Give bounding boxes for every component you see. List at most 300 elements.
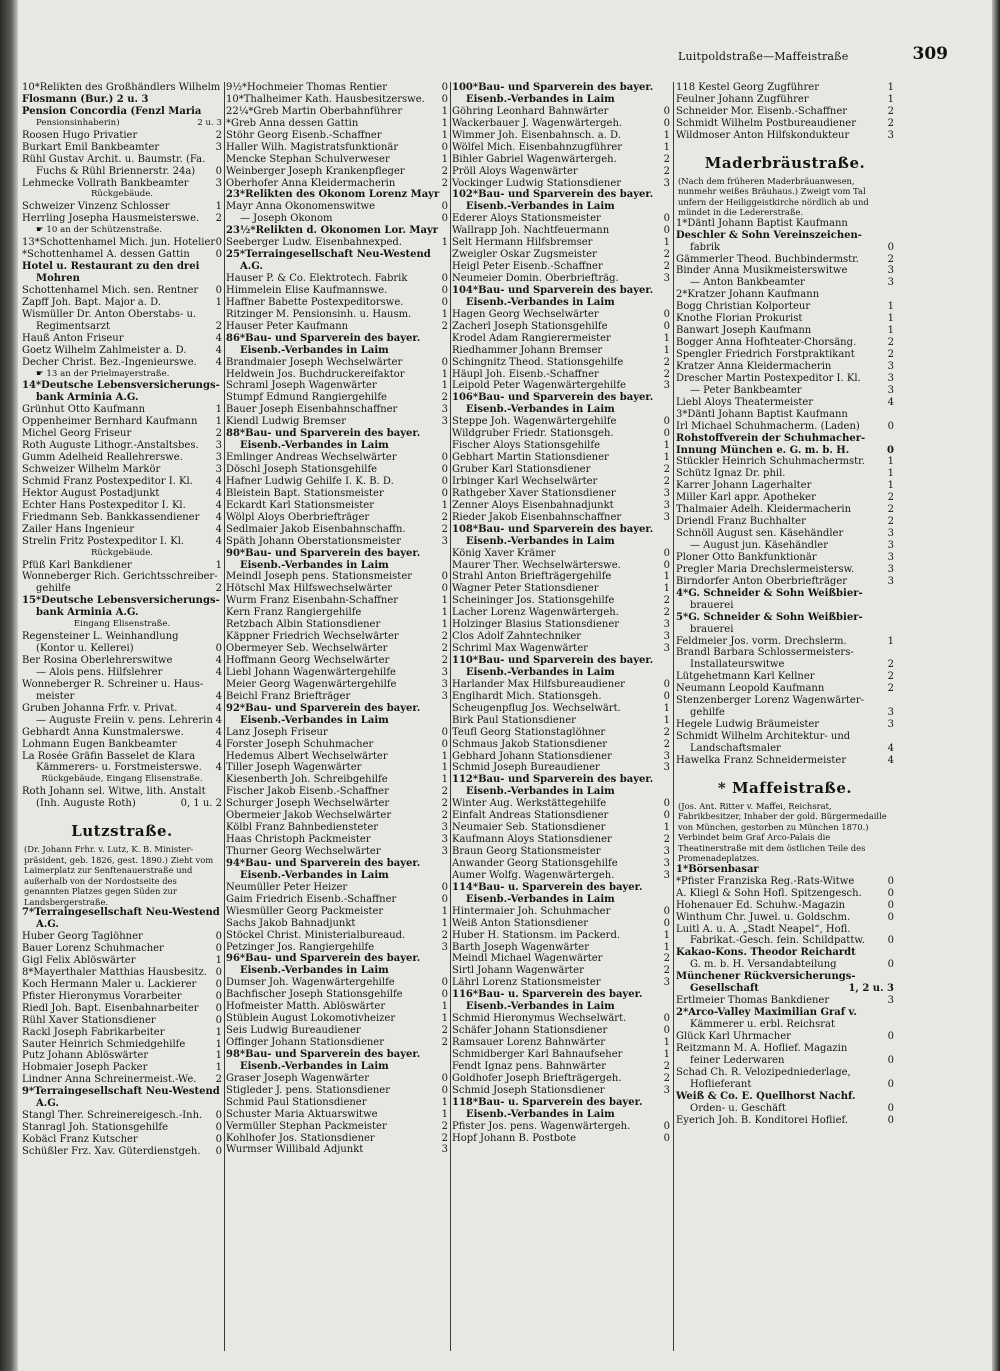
entry-text: Deschler & Sohn Vereinszeichen-	[676, 229, 862, 241]
directory-entry	[676, 995, 894, 1007]
directory-entry	[22, 583, 222, 595]
floor-number: 1	[215, 954, 222, 966]
directory-entry	[452, 1073, 670, 1085]
floor-number: 2	[215, 1074, 222, 1086]
floor-number: 1	[887, 635, 894, 647]
floor-number: 0	[663, 428, 670, 440]
entry-text: Birk Paul Stationsdiener	[452, 714, 576, 726]
floor-number: 0	[887, 241, 894, 253]
entry-heading	[226, 953, 448, 965]
directory-entry	[22, 751, 222, 763]
floor-number: 0	[663, 917, 670, 929]
floor-number: 2	[441, 810, 448, 822]
directory-entry	[22, 679, 222, 691]
entry-text: Stangl Ther. Schreinereigesch.-Inh.	[22, 1110, 203, 1122]
entry-heading	[452, 1109, 670, 1121]
floor-number: 1	[663, 571, 670, 583]
floor-number: 4	[215, 344, 222, 356]
entry-text: Eisenb.-Verbandes in Laim	[240, 714, 389, 726]
entry-text: A.G.	[36, 1098, 59, 1110]
floor-number: 2	[441, 798, 448, 810]
entry-text: Hektor August Postadjunkt	[22, 487, 160, 499]
entry-text: Schurger Joseph Wechselwärter	[226, 798, 390, 810]
directory-entry	[226, 834, 448, 846]
entry-text: Kratzer Anna Kleidermacherin	[676, 360, 832, 372]
directory-entry	[452, 213, 670, 225]
directory-entry	[452, 1049, 670, 1061]
entry-text: Gebhard Johann Stationsdiener	[452, 750, 612, 762]
entry-heading	[676, 588, 894, 600]
directory-entry	[676, 1055, 894, 1067]
directory-entry	[22, 955, 222, 967]
entry-text: Mencke Stephan Schulverweser	[226, 153, 390, 165]
entry-heading	[452, 201, 670, 213]
directory-entry	[22, 1122, 222, 1134]
floor-number: 0	[215, 966, 222, 978]
directory-entry	[676, 540, 894, 552]
directory-entry	[22, 571, 222, 583]
directory-entry	[676, 325, 894, 337]
entry-text: — Anton Bankbeamter	[690, 277, 805, 289]
entry-text: 23*Relikten des Ökonom Lorenz Mayr	[226, 189, 440, 201]
entry-text: 108*Bau- und Sparverein des bayer.	[452, 523, 654, 535]
directory-entry	[226, 583, 448, 595]
entry-text: Schüßler Frz. Xav. Güterdienstgeh.	[22, 1145, 201, 1157]
directory-entry	[226, 1109, 448, 1121]
floor-number: 1	[215, 404, 222, 416]
directory-entry	[226, 488, 448, 500]
entry-text: — Alois pens. Hilfslehrer	[36, 666, 163, 678]
directory-entry	[22, 631, 222, 643]
entry-text: Kakao-Kons. Theodor Reichardt	[676, 947, 856, 959]
directory-entry	[226, 476, 448, 488]
entry-text: ☛ 13 an der Prielmayerstraße.	[36, 368, 170, 379]
directory-entry	[452, 965, 670, 977]
entry-text: Sedlmaier Jakob Eisenbahnschaffn.	[226, 523, 406, 535]
directory-entry	[452, 691, 670, 703]
entry-text: Eckardt Karl Stationsmeister	[226, 499, 374, 511]
entry-text: Hawelka Franz Schneidermeister	[676, 754, 847, 766]
floor-number: 0	[215, 249, 222, 261]
directory-entry	[22, 428, 222, 440]
column-4	[676, 82, 894, 1361]
entry-heading	[452, 774, 670, 786]
entry-text: Lütgehetmann Karl Kellner	[676, 671, 815, 683]
directory-entry	[226, 1025, 448, 1037]
directory-entry	[22, 225, 222, 237]
page-number: 309	[912, 44, 948, 64]
directory-entry	[22, 967, 222, 979]
entry-text: Installateurswitwe	[690, 659, 785, 671]
entry-text: Beichl Franz Briefträger	[226, 690, 351, 702]
floor-number: 2	[663, 1072, 670, 1084]
floor-number: 1	[663, 1048, 670, 1060]
floor-number: 2	[441, 631, 448, 643]
entry-heading	[676, 947, 894, 959]
floor-number: 1	[887, 480, 894, 492]
floor-number: 1	[441, 762, 448, 774]
entry-text: Driendl Franz Buchhalter	[676, 516, 806, 528]
entry-text: 100*Bau- und Sparverein des bayer.	[452, 82, 654, 93]
floor-number: 2	[887, 349, 894, 360]
floor-number: 0	[663, 1013, 670, 1025]
entry-text: Oberhofer Anna Kleidermacherin	[226, 177, 396, 189]
entry-text: König Xaver Krämer	[452, 547, 556, 559]
entry-text: Clos Adolf Zahntechniker	[452, 631, 582, 643]
entry-heading	[452, 94, 670, 106]
floor-number: 0	[663, 225, 670, 237]
entry-text: Obermeyer Seb. Wechselwärter	[226, 643, 388, 655]
entry-text: 90*Bau- und Sparverein des bayer.	[226, 547, 421, 559]
floor-number: 0	[663, 547, 670, 559]
entry-text: 9½*Hochmeier Thomas Rentier	[226, 82, 388, 93]
directory-entry	[226, 154, 448, 166]
floor-number: 0	[887, 1114, 894, 1126]
entry-text: Rückgebäude.	[90, 189, 154, 200]
floor-number: 1, 2 u. 3	[848, 983, 894, 995]
directory-entry	[676, 254, 894, 266]
directory-entry	[22, 476, 222, 488]
entry-text: Roth Auguste Lithogr.-Anstaltsbes.	[22, 440, 199, 452]
directory-entry	[226, 500, 448, 512]
directory-entry	[22, 786, 222, 798]
directory-entry	[676, 924, 894, 936]
floor-number: 3	[887, 360, 894, 372]
entry-heading	[676, 612, 894, 624]
entry-text: Leipold Peter Wagenwärtergehilfe	[452, 380, 626, 392]
entry-text: Göhring Leonhard Bahnwärter	[452, 105, 609, 117]
entry-text: Reitzmann M. A. Hoflief. Magazin	[676, 1042, 848, 1054]
entry-heading	[22, 106, 222, 118]
entry-text: Bauer Joseph Eisenbahnschaffner	[226, 404, 398, 416]
spacer	[676, 767, 894, 775]
floor-number: 3	[215, 177, 222, 189]
floor-number: 1	[663, 1037, 670, 1048]
entry-text: Wismüller Dr. Anton Oberstabs- u.	[22, 308, 197, 320]
floor-number: 2	[887, 504, 894, 516]
entry-text: 14*Deutsche Lebensversicherungs-	[22, 380, 220, 392]
entry-text: Hagen Georg Wechselwärter	[452, 308, 599, 320]
floor-number: 3	[887, 540, 894, 551]
entry-text: Häupl Joh. Eisenb.-Schaffner	[452, 368, 599, 380]
directory-entry	[226, 643, 448, 655]
floor-number: 1	[441, 368, 448, 380]
directory-entry	[226, 774, 448, 786]
directory-entry	[226, 273, 448, 285]
entry-text: 10*Thalheimer Kath. Hausbesitzerswe.	[226, 93, 425, 105]
directory-entry	[22, 1003, 222, 1015]
floor-number: 1	[663, 929, 670, 941]
entry-heading	[452, 285, 670, 297]
directory-entry	[22, 416, 222, 428]
floor-number: 4	[215, 356, 222, 368]
directory-entry	[22, 82, 222, 94]
directory-entry	[676, 755, 894, 767]
directory-entry	[226, 1133, 448, 1145]
entry-text: 13*Schottenhamel Mich. jun. Hotelier	[22, 237, 216, 249]
directory-entry	[452, 762, 670, 774]
entry-text: Zacherl Joseph Stationsgehilfe	[452, 320, 608, 332]
entry-text: Harlander Max Hilfsbureaudiener	[452, 678, 625, 690]
entry-text: Brandl Barbara Schlossermeisters-	[676, 647, 854, 659]
directory-entry	[676, 421, 894, 433]
directory-entry	[452, 798, 670, 810]
directory-entry	[452, 739, 670, 751]
street-note: (Nach dem früheren Maderbräuanwesen, nunmehr weißes Bräuhaus.) Zweigt vom Tal unfern der Heiliggeistkirche nördlich ab und mündet in die Ledererstraße.	[678, 175, 869, 218]
directory-entry	[226, 452, 448, 464]
entry-heading	[676, 1007, 894, 1019]
column-rule	[450, 82, 451, 1351]
floor-number: 2	[215, 129, 222, 141]
floor-number: 0	[441, 583, 448, 595]
directory-entry	[226, 619, 448, 631]
page-header	[660, 46, 960, 68]
floor-number: 3	[441, 678, 448, 690]
floor-number: 2	[663, 595, 670, 607]
floor-number: 3	[215, 440, 222, 452]
directory-entry	[676, 695, 894, 707]
directory-entry	[22, 369, 222, 381]
floor-number: 1	[441, 1096, 448, 1108]
floor-number: 3	[887, 707, 894, 719]
directory-entry	[226, 369, 448, 381]
entry-heading	[452, 882, 670, 894]
floor-number: 0	[441, 213, 448, 225]
floor-number: 1	[441, 595, 448, 607]
floor-number: 1	[441, 105, 448, 117]
directory-entry	[452, 906, 670, 918]
entry-text: Winthum Chr. Juwel. u. Goldschm.	[676, 911, 851, 923]
directory-entry	[452, 130, 670, 142]
floor-number: 2	[215, 428, 222, 440]
floor-number: 2 u. 3	[197, 117, 222, 128]
directory-entry	[452, 488, 670, 500]
column-rule	[673, 82, 674, 1351]
directory-entry	[226, 178, 448, 190]
entry-text: Binder Anna Musikmeisterswitwe	[676, 265, 848, 277]
floor-number: 3	[663, 750, 670, 762]
directory-entry	[452, 345, 670, 357]
floor-number: 0	[663, 810, 670, 822]
directory-entry	[22, 500, 222, 512]
floor-number: 0	[663, 416, 670, 428]
directory-entry	[676, 337, 894, 349]
entry-text: Glück Karl Uhrmacher	[676, 1030, 791, 1042]
entry-text: Sauter Heinrich Schmiedgehilfe	[22, 1038, 186, 1050]
floor-number: 0	[215, 978, 222, 990]
floor-number: 0	[441, 1084, 448, 1096]
directory-entry	[452, 500, 670, 512]
directory-entry	[452, 166, 670, 178]
entry-text: Mayr Anna Ökonomenswitwe	[226, 201, 376, 213]
floor-number: 1	[215, 201, 222, 213]
directory-entry	[22, 357, 222, 369]
floor-number: 3	[663, 619, 670, 631]
floor-number: 3	[441, 834, 448, 846]
entry-text: Putz Johann Ablöswärter	[22, 1050, 149, 1062]
floor-number: 4	[215, 475, 222, 487]
entry-text: Herrling Josepha Hausmeisterswe.	[22, 213, 200, 225]
directory-entry	[676, 1115, 894, 1127]
entry-heading	[226, 333, 448, 345]
entry-text: Kiesenberth Joh. Schreibgehilfe	[226, 774, 388, 786]
entry-heading	[226, 249, 448, 261]
entry-text: Münchener Rückversicherungs-	[676, 971, 856, 983]
entry-text: Oppenheimer Bernhard Kaufmann	[22, 416, 198, 428]
entry-text: Maurer Ther. Wechselwärterswe.	[452, 559, 621, 571]
entry-text: Flosmann (Bur.) 2 u. 3	[22, 93, 149, 105]
floor-number: 3	[887, 265, 894, 277]
entry-text: Eisenb.-Verbandes in Laim	[466, 201, 615, 213]
directory-entry	[452, 548, 670, 560]
directory-entry	[22, 333, 222, 345]
floor-number: 2	[441, 1120, 448, 1132]
floor-number: 0	[215, 1014, 222, 1026]
entry-text: Thurner Georg Wechselwärter	[226, 846, 381, 857]
entry-text: Rohstoffverein der Schuhmacher-	[676, 432, 866, 444]
entry-text: Fuchs & Rühl Briennerstr. 24a)	[36, 165, 196, 177]
entry-heading	[452, 1001, 670, 1013]
entry-text: Thalmaier Adelh. Kleidermacherin	[676, 504, 852, 516]
directory-entry	[452, 369, 670, 381]
entry-text: Sachs Jakob Bahnadjunkt	[226, 917, 356, 929]
directory-entry	[676, 242, 894, 254]
directory-entry	[452, 977, 670, 989]
floor-number: 3	[663, 857, 670, 869]
entry-text: Neumann Leopold Kaufmann	[676, 683, 825, 695]
entry-heading	[452, 1097, 670, 1109]
directory-entry	[676, 349, 894, 361]
directory-entry	[676, 1043, 894, 1055]
entry-text: Schmid Joseph Bureaudiener	[452, 762, 600, 774]
directory-entry	[226, 798, 448, 810]
floor-number: 2	[441, 320, 448, 332]
floor-number: 3	[663, 846, 670, 857]
entry-heading	[226, 560, 448, 572]
entry-text: Ederer Aloys Stationsmeister	[452, 213, 601, 225]
entry-text: Liebl Aloys Theatermeister	[676, 396, 814, 408]
floor-number: 4	[215, 714, 222, 726]
column-3	[452, 82, 670, 1361]
floor-number: 1	[663, 237, 670, 249]
entry-text: Schnöll August sen. Käsehändler	[676, 528, 844, 540]
directory-entry	[22, 979, 222, 991]
entry-text: Hoflieferant	[690, 1078, 752, 1090]
floor-number: 2	[887, 253, 894, 265]
entry-heading	[452, 297, 670, 309]
entry-heading	[226, 965, 448, 977]
entry-text: Gumm Adelheid Reallehrerswe.	[22, 452, 183, 464]
directory-entry	[676, 313, 894, 325]
entry-text: 1*Däntl Johann Baptist Kaufmann	[676, 217, 848, 229]
entry-text: Hobmaier Joseph Packer	[22, 1062, 148, 1074]
floor-number: 2	[441, 511, 448, 523]
floor-number: 4	[887, 754, 894, 766]
floor-number: 4	[215, 738, 222, 750]
directory-entry	[676, 912, 894, 924]
floor-number: 2	[441, 655, 448, 666]
directory-entry	[452, 428, 670, 440]
entry-text: Kiendl Ludwig Bremser	[226, 416, 346, 428]
directory-entry	[22, 166, 222, 178]
directory-entry	[22, 739, 222, 751]
entry-text: Bauer Lorenz Schuhmacher	[22, 943, 164, 954]
directory-entry	[226, 464, 448, 476]
entry-text: Lanz Joseph Friseur	[226, 726, 328, 738]
directory-entry	[226, 894, 448, 906]
floor-number: 4	[215, 702, 222, 714]
entry-text: Eisenb.-Verbandes in Laim	[240, 440, 389, 452]
floor-number: 0	[441, 487, 448, 499]
floor-number: 4	[215, 523, 222, 535]
entry-text: Gruben Johanna Frfr. v. Privat.	[22, 702, 178, 714]
directory-entry	[452, 679, 670, 691]
entry-text: Burkart Emil Bankbeamter	[22, 141, 160, 153]
directory-entry	[676, 1067, 894, 1079]
floor-number: 3	[215, 452, 222, 464]
entry-text: Wurm Franz Eisenbahn-Schaffner	[226, 595, 399, 607]
directory-entry	[676, 600, 894, 612]
entry-heading	[452, 655, 670, 667]
floor-number: 1	[441, 619, 448, 631]
entry-text: 110*Bau- und Sparverein des bayer.	[452, 655, 654, 666]
entry-text: Hauser P. & Co. Elektrotech. Fabrik	[226, 273, 408, 284]
entry-text: Miller Karl appr. Apotheker	[676, 492, 816, 504]
floor-number: 2	[887, 659, 894, 671]
entry-text: Gruber Karl Stationsdiener	[452, 464, 591, 475]
entry-heading	[676, 230, 894, 242]
entry-text: Heldwein Jos. Buchdruckereifaktor	[226, 368, 405, 380]
entry-text: 23½*Relikten d. Ökonomen Lor. Mayr	[226, 225, 439, 237]
directory-entry	[452, 118, 670, 130]
directory-entry	[452, 822, 670, 834]
entry-text: Bogg Christian Kolporteur	[676, 301, 811, 313]
directory-entry	[226, 918, 448, 930]
floor-number: 2	[663, 165, 670, 177]
floor-number: 0	[663, 798, 670, 810]
directory-entry	[22, 762, 222, 774]
entry-text: 114*Bau- u. Sparverein des bayer.	[452, 881, 643, 893]
floor-number: 0	[887, 959, 894, 971]
entry-text: Vermüller Stephan Packmeister	[226, 1120, 387, 1132]
directory-entry	[676, 731, 894, 743]
entry-text: Gebhart Martin Stationsdiener	[452, 452, 609, 464]
directory-entry	[22, 1146, 222, 1158]
floor-number: 0	[215, 990, 222, 1002]
floor-number: 3	[887, 995, 894, 1007]
entry-text: Schneider Mor. Eisenb.-Schaffner	[676, 105, 848, 117]
directory-entry	[452, 1133, 670, 1145]
floor-number: 2	[887, 105, 894, 117]
floor-number: 2	[663, 953, 670, 965]
floor-number: 1	[215, 559, 222, 571]
directory-entry	[452, 464, 670, 476]
entry-text: Selt Hermann Hilfsbremser	[452, 237, 593, 249]
directory-entry	[226, 106, 448, 118]
floor-number: 0	[215, 1145, 222, 1157]
entry-text: (Inh. Auguste Roth)	[36, 798, 136, 810]
directory-entry	[452, 942, 670, 954]
entry-text: Gämmerler Theod. Buchbindermstr.	[676, 253, 859, 265]
directory-entry	[676, 564, 894, 576]
directory-entry	[676, 576, 894, 588]
entry-text: Schraml Joseph Wagenwärter	[226, 380, 377, 392]
floor-number: 0	[441, 464, 448, 475]
entry-heading	[452, 82, 670, 94]
directory-entry	[676, 94, 894, 106]
directory-entry	[22, 691, 222, 703]
directory-entry	[676, 492, 894, 504]
